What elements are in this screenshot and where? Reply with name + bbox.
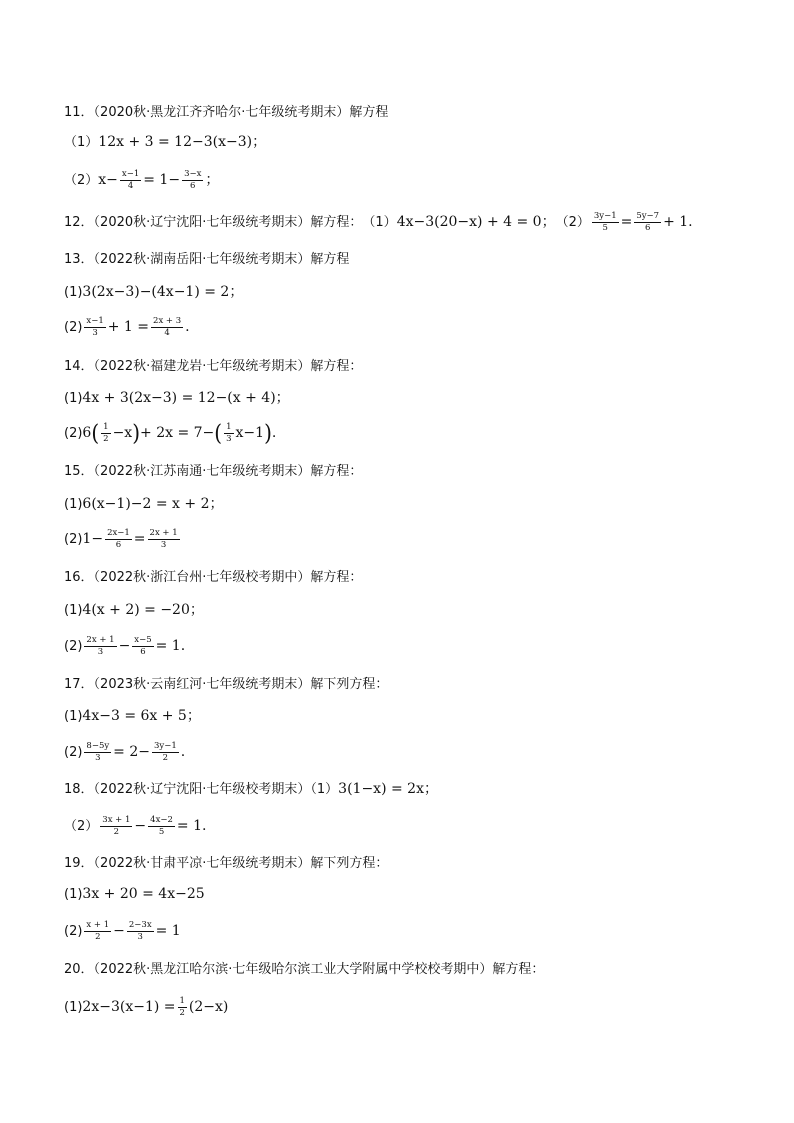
problem-15-part-2 xyxy=(64,525,754,553)
problem-11-header xyxy=(64,98,754,126)
problem-15-header xyxy=(64,457,754,485)
fraction xyxy=(132,636,153,657)
fraction xyxy=(84,921,111,942)
numerator: 8−5y xyxy=(86,740,110,751)
equation-segment: = 1 xyxy=(155,923,181,939)
equation: 3(1−x) = 2x； xyxy=(338,781,438,797)
denominator: 6 xyxy=(140,646,146,657)
equation: 4x−3(20−x) + 4 = 0； xyxy=(396,214,556,230)
problem-19-part-1 xyxy=(64,880,754,908)
denominator: 3 xyxy=(95,752,101,763)
fraction xyxy=(84,636,116,657)
part-label: (2) xyxy=(64,531,83,547)
denominator: 2 xyxy=(113,826,120,837)
equation-segment: 2x−3(x−1) = xyxy=(82,999,176,1015)
equation-segment: . xyxy=(185,319,190,335)
part-label: (1) xyxy=(64,708,83,724)
part-label: (1) xyxy=(64,886,83,902)
denominator: 3 xyxy=(160,539,167,550)
denominator: 4 xyxy=(127,180,134,191)
left-paren: ( xyxy=(91,419,100,447)
numerator: 2x−1 xyxy=(107,527,130,538)
equation: 12x + 3 = 12−3(x−3)； xyxy=(98,134,267,150)
problem-header-text: 11．（2020秋·黑龙江齐齐哈尔·七年级统考期末）解方程 xyxy=(64,104,389,120)
equation-segment: − xyxy=(118,638,131,654)
fraction xyxy=(634,212,661,233)
part-label: (1) xyxy=(64,999,83,1015)
numerator: 1 xyxy=(103,421,109,432)
equation-segment: 1− xyxy=(82,531,104,547)
problem-14-part-2 xyxy=(64,419,754,447)
numerator: 2x + 1 xyxy=(86,634,115,645)
numerator: 2x + 3 xyxy=(153,315,182,326)
denominator: 2 xyxy=(95,931,101,942)
numerator: 4x−2 xyxy=(150,814,173,825)
problem-header-text: 17．（2023秋·云南红河·七年级统考期末）解下列方程： xyxy=(64,676,389,692)
problem-header-text: 19．（2022秋·甘肃平凉·七年级统考期末）解下列方程： xyxy=(64,855,389,871)
part-label: (2) xyxy=(64,425,83,441)
denominator: 5 xyxy=(602,222,608,233)
problem-15-part-1 xyxy=(64,490,754,518)
denominator: 6 xyxy=(645,222,651,233)
denominator: 2 xyxy=(179,1007,185,1018)
numerator: 3−x xyxy=(184,168,202,179)
denominator: 3 xyxy=(97,646,104,657)
part-label: （2） xyxy=(64,818,99,834)
numerator: 1 xyxy=(179,995,185,1006)
equation-segment: = 1. xyxy=(176,818,207,834)
problem-header-text: 13．（2022秋·湖南岳阳·七年级统考期末）解方程 xyxy=(64,251,350,267)
part-label: （1） xyxy=(362,214,397,230)
problem-13-part-2 xyxy=(64,313,754,341)
numerator: 3y−1 xyxy=(154,740,177,751)
denominator: 6 xyxy=(190,180,196,191)
numerator: 1 xyxy=(226,421,232,432)
equation: 3(2x−3)−(4x−1) = 2； xyxy=(82,284,244,300)
fraction xyxy=(84,317,105,338)
equation: 4x + 3(2x−3) = 12−(x + 4)； xyxy=(82,390,290,406)
problem-20-part-1 xyxy=(64,993,754,1021)
right-paren: ) xyxy=(264,419,272,447)
numerator: 2−3x xyxy=(128,919,152,930)
equation-segment: + 1 = xyxy=(107,319,150,335)
fraction xyxy=(127,921,154,942)
left-paren: ( xyxy=(214,419,223,447)
problem-header-text: 12．（2020秋·辽宁沈阳·七年级统考期末）解方程： xyxy=(64,214,363,230)
problem-13-header xyxy=(64,245,754,273)
problem-17-header xyxy=(64,670,754,698)
problem-16-part-1 xyxy=(64,596,754,624)
numerator: x−1 xyxy=(86,315,104,326)
equation: 4x−3 = 6x + 5； xyxy=(82,708,201,724)
problem-18-header xyxy=(64,775,754,803)
problem-11-part-1 xyxy=(64,128,754,156)
fraction xyxy=(148,529,180,550)
denominator: 3 xyxy=(137,931,143,942)
equation-segment: − xyxy=(113,923,125,939)
denominator: 5 xyxy=(158,826,165,837)
part-label: (1) xyxy=(64,284,83,300)
numerator: 3x + 1 xyxy=(102,814,131,825)
equation-segment: = 2− xyxy=(113,744,150,760)
equation-segment: x−1 xyxy=(235,425,265,441)
problem-17-part-1 xyxy=(64,702,754,730)
problem-16-part-2 xyxy=(64,632,754,660)
part-label: (2) xyxy=(64,923,83,939)
fraction xyxy=(120,170,141,191)
problem-19-part-2 xyxy=(64,917,754,945)
problem-14-part-1 xyxy=(64,384,754,412)
part-label: (2) xyxy=(64,319,83,335)
problem-17-part-2 xyxy=(64,738,754,766)
numerator: 2x + 1 xyxy=(149,527,178,538)
problem-16-header xyxy=(64,563,754,591)
equation-segment: = xyxy=(133,531,146,547)
equation-segment: . xyxy=(271,425,277,441)
equation-segment: ； xyxy=(205,172,220,188)
problem-header-text: 18．（2022秋·辽宁沈阳·七年级校考期末）（1） xyxy=(64,781,339,797)
part-label: (1) xyxy=(64,602,83,618)
fraction xyxy=(101,423,110,444)
equation: 3x + 20 = 4x−25 xyxy=(82,886,205,902)
equation-segment: = 1. xyxy=(155,638,186,654)
equation-segment: + 1. xyxy=(663,214,693,230)
problem-header-text: 16．（2022秋·浙江台州·七年级校考期中）解方程： xyxy=(64,569,363,585)
problem-11-part-2 xyxy=(64,166,754,194)
equation-segment: . xyxy=(180,744,186,760)
equation-segment: − xyxy=(134,818,147,834)
part-label: (2) xyxy=(64,744,83,760)
problem-header-text: 15．（2022秋·江苏南通·七年级统考期末）解方程： xyxy=(64,463,363,479)
denominator: 2 xyxy=(103,433,109,444)
equation-segment: −x xyxy=(112,425,133,441)
equation-segment: + 2x = 7− xyxy=(140,425,215,441)
fraction xyxy=(84,742,111,763)
fraction xyxy=(100,816,132,837)
fraction xyxy=(182,170,203,191)
equation-segment: x− xyxy=(98,172,118,188)
part-label: (1) xyxy=(64,496,83,512)
fraction xyxy=(178,997,187,1018)
part-label: （1） xyxy=(64,134,99,150)
right-paren: ) xyxy=(132,419,141,447)
equation-segment: = xyxy=(620,214,633,230)
equation: 4(x + 2) = −20； xyxy=(82,602,204,618)
part-label: (2) xyxy=(64,638,83,654)
problem-19-header xyxy=(64,849,754,877)
numerator: 5y−7 xyxy=(636,210,660,221)
numerator: 3y−1 xyxy=(593,210,617,221)
problem-14-header xyxy=(64,352,754,380)
equation-segment: = 1− xyxy=(143,172,181,188)
problem-20-header xyxy=(64,955,754,983)
denominator: 3 xyxy=(226,433,232,444)
fraction xyxy=(152,742,179,763)
part-label: （2） xyxy=(64,172,99,188)
problem-12-header xyxy=(64,208,754,236)
equation-segment: (2−x) xyxy=(188,999,229,1015)
denominator: 2 xyxy=(162,752,169,763)
fraction xyxy=(151,317,183,338)
problem-header-text: 20．（2022秋·黑龙江哈尔滨·七年级哈尔滨工业大学附属中学校校考期中）解方程： xyxy=(64,961,545,977)
equation: 6(x−1)−2 = x + 2； xyxy=(82,496,224,512)
part-label: （2） xyxy=(555,214,590,230)
fraction xyxy=(148,816,175,837)
denominator: 3 xyxy=(92,327,98,338)
numerator: x−5 xyxy=(134,634,152,645)
problem-18-part-2 xyxy=(64,812,754,840)
problem-13-part-1 xyxy=(64,278,754,306)
denominator: 6 xyxy=(115,539,122,550)
numerator: x−1 xyxy=(121,168,140,179)
equation-segment: 6 xyxy=(82,425,92,441)
fraction xyxy=(105,529,132,550)
denominator: 4 xyxy=(164,327,170,338)
fraction xyxy=(224,423,233,444)
fraction xyxy=(592,212,619,233)
part-label: (1) xyxy=(64,390,83,406)
numerator: x + 1 xyxy=(86,919,110,930)
problem-header-text: 14．（2022秋·福建龙岩·七年级统考期末）解方程： xyxy=(64,358,363,374)
